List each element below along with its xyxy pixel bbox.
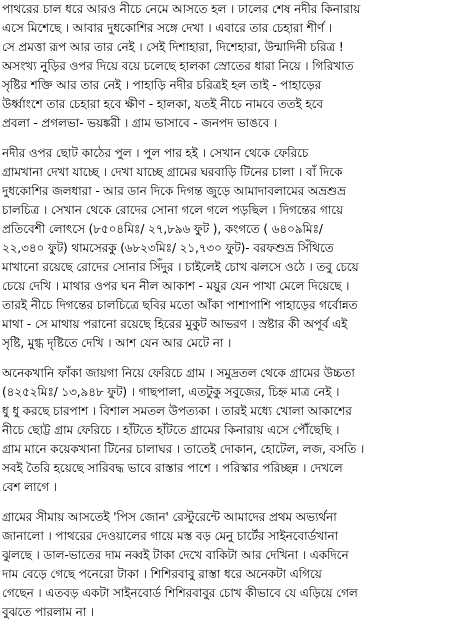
- text-line: প্রবলা - প্রগলভা- ভয়ঙ্করী । গ্রাম ভাসাবে - জনপদ ভাঙবে ।: [2, 116, 278, 130]
- text-line: সৃষ্টি, মুগ্ধ দৃষ্টিতে দেখি । আশ যেন আর মেটে না ।: [2, 336, 232, 350]
- paragraph-3: [2, 364, 454, 497]
- text-line: গ্রামখানা দেখা যাচ্ছে । দেখা যাচ্ছে গ্রামের ঘরবাড়ি টিনের চালা । বাঁ দিকে: [2, 165, 343, 179]
- paragraph-gap: [2, 133, 454, 144]
- text-line: দাম বেড়ে গেছে পনেরো টাকা । শিশিরবাবু রাস্তা ধরে অনেকটা এগিয়ে: [2, 567, 322, 581]
- text-line: সৃষ্টির শক্তি আর তার নেই । পাহাড়ি নদীর চরিত্রই হল তাই - পাহাড়ের: [2, 78, 322, 92]
- text-line: ধু ধু করছে চারপাশ । বিশাল সমতল উপত্যকা । তারই মধ্যে খোলা আকাশের: [2, 404, 352, 418]
- text-line: নীচে ছোট্ট গ্রাম ফেরিচে । হাঁটতে হাঁটতে গ্রামের কিনারায় এসে পৌঁছেছি ।: [2, 423, 340, 437]
- text-line: সে প্রমত্তা রূপ আর তার নেই । সেই দিশাহারা, দিশেহারা, উন্মাদিনী চরিত্র !: [2, 40, 344, 54]
- text-line: বেশ লাগে ।: [2, 480, 57, 494]
- text-line: দুধকোশির জলধারা - আর ডান দিকে দিগন্ত জুড়ে আমাদাবলামের অভ্রশুভ্র: [2, 184, 346, 198]
- text-line: মাখানো রয়েছে রোদের সোনার সিঁদুর । চাইলেই চোখ ঝলসে ওঠে । তবু চেয়ে: [2, 260, 359, 274]
- text-line: অসংখ্য নুড়ির ওপর দিয়ে বয়ে চলেছে হালকা স্রোতের ধারা নিয়ে । গিরিখাত: [2, 59, 354, 73]
- text-line: গেছেন । এতবড় একটা সাইনবোর্ড শিশিরবাবুর চোখ কীভাবে যে এড়িয়ে গেল: [2, 586, 358, 600]
- document-page: [2, 0, 454, 622]
- text-line: বুঝতে পারলাম না ।: [2, 605, 95, 619]
- text-line: পাথরের চাল ধরে আরও নীচে নেমে আসতে হল । ঢালের শেষ নদীর কিনারায়: [2, 2, 361, 16]
- paragraph-gap: [2, 497, 454, 508]
- text-line: এসে মিশেছে । আবার দুধকোশির সঙ্গে দেখা । এবারে তার চেহারা শীর্ণ ।: [2, 21, 333, 35]
- text-line: চালচিত্র । সেখান থেকে রোদের সোনা গলে গলে পড়ছিল । দিগন্তের গায়ে: [2, 203, 343, 217]
- text-line: (৪২৫২মিঃ/ ১৩,৯৪৮ ফুট) । গাছপালা, এতটুকু সবুজের, চিহ্ন মাত্র নেই ।: [2, 385, 340, 399]
- text-line: অনেকখানি ফাঁকা জায়গা নিয়ে ফেরিচে গ্রাম । সমুদ্রতল থেকে গ্রামের উচ্চতা: [2, 366, 355, 380]
- text-line: সবই তৈরি হয়েছে সারিবদ্ধ ভাবে রাস্তার পাশে । পরিস্কার পরিচ্ছন্ন । দেখলে: [2, 461, 343, 475]
- text-line: ২২,৩৪০ ফুট) থামসেরকু (৬৮২৩মিঃ/ ২১,৭৩০ ফুট)- বরফশুভ্র সিঁথিতে: [2, 241, 334, 255]
- text-line: প্রতিবেশী লোৎসে (৮৫০৪মিঃ/ ২৭,৮৯৬ ফুট ), কংগতে ( ৬৪০৯মিঃ/: [2, 222, 323, 236]
- text-line: চেয়ে দেখি । মাথার ওপর ঘন নীল আকাশ - ময়ুর যেন পাখা মেলে দিয়েছে ।: [2, 279, 350, 293]
- paragraph-1: [2, 0, 454, 133]
- text-line: জানালো । পাথরের দেওয়ালের গায়ে মস্ত বড় মেনু চার্টের সাইনবোর্ডখানা: [2, 529, 339, 543]
- text-line: গ্রাম মানে কয়েকখানা টিনের চালাঘর । তাতেই দোকান, হোটেল, লজ, বসতি ।: [2, 442, 365, 456]
- text-line: গ্রামের সীমায় আসতেই 'পিস জোন' রেস্টুরেন্টে আমাদের প্রথম অভ্যর্থনা: [2, 510, 337, 524]
- text-line: তারই নীচে দিগন্তের চালচিত্রে ছবির মতো আঁকা পাশাপাশি পাহাড়ের গর্বোন্নত: [2, 298, 358, 312]
- paragraph-4: [2, 508, 454, 622]
- text-line: নদীর ওপর ছোট কাঠের পুল । পুল পার হই । সেখান থেকে ফেরিচে: [2, 146, 309, 160]
- text-line: উর্ধ্বাংশে তার চেহারা হবে ক্ষীণ - হালকা, যতই নীচে নামবে ততই হবে: [2, 97, 323, 111]
- text-line: ঝুলছে । ডাল-ভাতের দাম নব্বই টাকা দেখে বাকিটা আর দেখিনা । একদিনে: [2, 548, 349, 562]
- paragraph-2: [2, 144, 454, 353]
- text-line: মাথা - সে মাথায় পরানো রয়েছে হিরের মুকুট আভরণ । স্রষ্টার কী অপূর্ব এই: [2, 317, 348, 331]
- paragraph-gap: [2, 353, 454, 364]
